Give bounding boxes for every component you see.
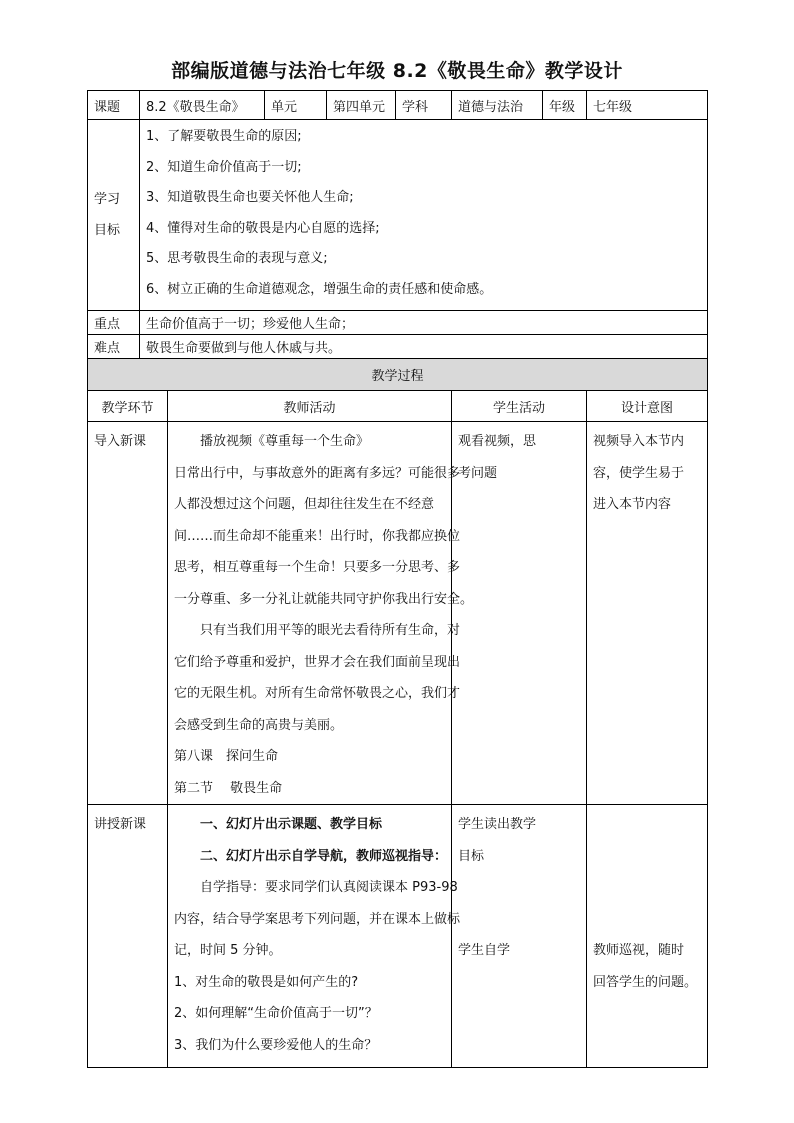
grade-label: 年级 xyxy=(543,91,587,120)
lecture-intent xyxy=(587,805,708,1068)
header-row xyxy=(88,91,708,120)
objective-item: 5、思考敬畏生命的表现与意义; xyxy=(146,251,328,266)
teacher-line: 人都没想过这个问题，但却往往发生在不经意 xyxy=(174,497,435,512)
key-point-row xyxy=(88,311,708,335)
column-header-student: 学生活动 xyxy=(452,391,587,422)
intent-line: 视频导入本节内 xyxy=(593,434,685,449)
teacher-line: 2、如何理解“生命价值高于一切”？ xyxy=(174,1006,378,1021)
lecture-teacher xyxy=(168,805,461,1068)
key-point-label: 重点 xyxy=(88,311,140,335)
teacher-line: 一分尊重、多一分礼让就能共同守护你我出行安全。 xyxy=(174,591,474,607)
intro-stage xyxy=(88,422,168,805)
key-point-value: 生命价值高于一切；珍爱他人生命； xyxy=(140,311,708,335)
process-title: 教学过程 xyxy=(88,359,708,391)
teacher-line: 它们给予尊重和爱护，世界才会在我们面前呈现出 xyxy=(174,654,461,670)
teacher-line: 它的无限生机。对所有生命常怀敬畏之心，我们才 xyxy=(174,686,461,701)
teacher-line: 内容，结合导学案思考下列问题，并在课本上做标 xyxy=(174,911,461,927)
teacher-line: 一、幻灯片出示课题、教学目标 xyxy=(200,817,383,832)
unit-value: 第四单元 xyxy=(327,91,396,120)
objective-item: 1、了解要敬畏生命的原因; xyxy=(146,129,302,144)
objective-item: 6、树立正确的生命道德观念，增强生命的责任感和使命感。 xyxy=(146,281,493,297)
topic-label: 课题 xyxy=(88,91,140,120)
intro-intent xyxy=(587,422,708,805)
difficulty-row xyxy=(88,335,708,359)
student-line: 学生自学 xyxy=(458,943,511,958)
objectives-label-1: 学习 xyxy=(94,191,121,207)
intro-teacher xyxy=(168,422,474,805)
column-header-intent: 设计意图 xyxy=(587,391,708,422)
objectives-row xyxy=(88,120,708,311)
teacher-line: 记，时间 5 分钟。 xyxy=(174,943,282,958)
grade-value: 七年级 xyxy=(587,91,708,120)
intro-stage-label: 导入新课 xyxy=(94,434,147,449)
teacher-line: 3、我们为什么要珍爱他人的生命？ xyxy=(174,1037,378,1053)
column-header-stage: 教学环节 xyxy=(88,391,168,422)
teacher-line: 第八课 探问生命 xyxy=(174,749,279,764)
lecture-stage-label: 讲授新课 xyxy=(94,817,147,832)
teacher-line: 1、对生命的敬畏是如何产生的? xyxy=(174,974,359,990)
student-line: 观看视频，思 xyxy=(458,434,537,449)
teacher-line: 间……而生命却不能重来！出行时，你我都应换位 xyxy=(174,528,461,544)
intent-line: 进入本节内容 xyxy=(593,497,672,512)
lecture-row xyxy=(88,805,708,1068)
objective-item: 4、懂得对生命的敬畏是内心自愿的选择; xyxy=(146,220,380,236)
document-title: 部编版道德与法治七年级 8.2《敬畏生命》教学设计 xyxy=(171,60,623,82)
unit-label: 单元 xyxy=(265,91,327,120)
teacher-line: 第二节 敬畏生命 xyxy=(174,780,283,796)
teacher-line: 二、幻灯片出示自学导航，教师巡视指导： xyxy=(200,848,448,864)
intro-row xyxy=(88,422,708,805)
intent-line: 回答学生的问题。 xyxy=(593,974,698,990)
objectives-list xyxy=(140,120,708,311)
student-line: 考问题 xyxy=(458,465,498,481)
topic-value: 8.2《敬畏生命》 xyxy=(140,91,265,120)
intent-line: 教师巡视，随时 xyxy=(593,943,685,958)
lecture-student xyxy=(452,805,587,1068)
difficulty-value: 敬畏生命要做到与他人休戚与共。 xyxy=(140,335,708,359)
student-line: 目标 xyxy=(458,848,485,864)
lecture-stage xyxy=(88,805,168,1068)
objective-item: 2、知道生命价值高于一切; xyxy=(146,159,302,175)
teacher-line: 自学指导：要求同学们认真阅读课本 P93-98 xyxy=(200,880,458,895)
column-header-teacher: 教师活动 xyxy=(168,391,452,422)
intro-student xyxy=(452,422,587,805)
teacher-line: 只有当我们用平等的眼光去看待所有生命，对 xyxy=(200,623,461,638)
intent-line: 容，使学生易于 xyxy=(593,465,685,481)
process-title-row xyxy=(88,359,708,391)
lesson-plan-table xyxy=(87,90,708,1068)
objective-item: 3、知道敬畏生命也要关怀他人生命; xyxy=(146,190,354,205)
difficulty-label: 难点 xyxy=(88,335,140,359)
teacher-line: 日常出行中，与事故意外的距离有多远？可能很多 xyxy=(174,465,461,481)
teacher-line: 会感受到生命的高贵与美丽。 xyxy=(174,717,344,733)
objectives-label xyxy=(88,120,140,311)
teacher-line: 思考，相互尊重每一个生命！只要多一分思考、多 xyxy=(174,560,461,575)
student-line: 学生读出教学 xyxy=(458,817,537,832)
subject-label: 学科 xyxy=(396,91,452,120)
subject-value: 道德与法治 xyxy=(452,91,543,120)
process-header-row xyxy=(88,391,708,422)
teacher-line: 播放视频《尊重每一个生命》 xyxy=(200,434,370,449)
objectives-label-2: 目标 xyxy=(94,223,121,238)
